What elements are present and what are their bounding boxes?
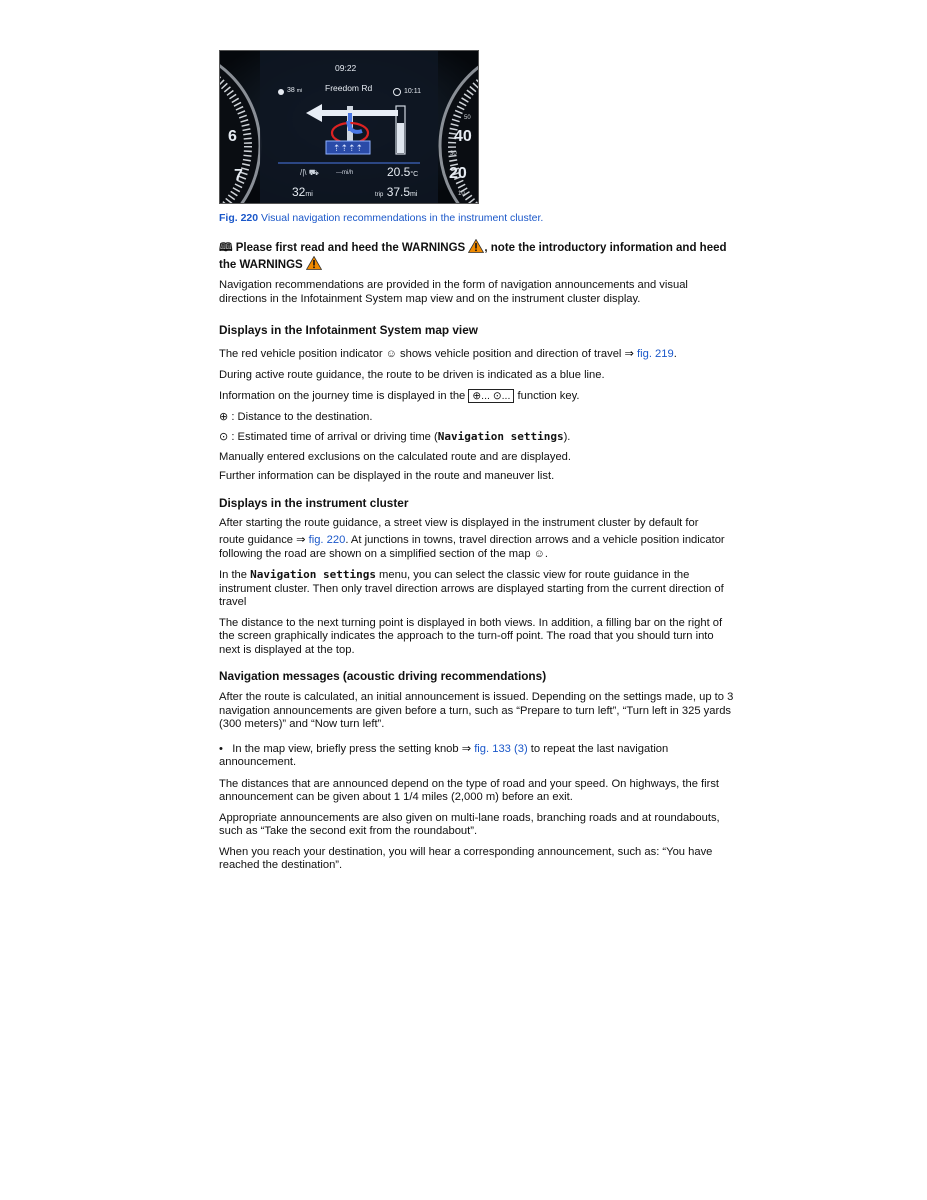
vehicle-indicator-icon: ☺ (385, 348, 397, 360)
paragraph: Information on the journey time is displayed in the ⊕... ⊙... function key. (219, 390, 580, 402)
vehicle-indicator-icon: ☺ (533, 547, 545, 560)
gauge-label-50: 50 (464, 115, 471, 121)
cluster-trip: trip 37.5mi (375, 185, 418, 199)
distance-destination-icon (278, 89, 284, 95)
destination-distance-icon: ⊕ (219, 410, 229, 423)
paragraph: ⊕ : Distance to the destination. (219, 410, 373, 423)
paragraph: When you reach your destination, you will hear a corresponding announcement, such as: “You have reached the destination”. (219, 845, 713, 871)
paragraph: The red vehicle position indicator ☺ shows vehicle position and direction of travel ⇒ fig. 219. (219, 348, 677, 360)
paragraph: Appropriate announcements are also given on multi-lane roads, branching roads and at roundabouts, such as “Take the second exit from the roundabout”. (219, 811, 720, 837)
section-heading-instrument-cluster: Displays in the instrument cluster (219, 495, 409, 510)
gauge-label-7: 7 (234, 167, 243, 184)
paragraph: Manually entered exclusions on the calculated route and are displayed. (219, 450, 572, 463)
link-fig-133[interactable]: fig. 133 (3) (474, 742, 528, 755)
lane-assist-icon: /|\ ⛟ (300, 168, 319, 177)
cluster-street: Freedom Rd (325, 83, 373, 93)
gauge-label-20: 20 (449, 165, 467, 182)
intro-paragraph: Navigation recommendations are provided in the form of navigation announcements and visual directions in the Infotainment System map view and on the instrument cluster display. (219, 279, 688, 305)
bullet-item: • In the map view, briefly press the setting knob ⇒ fig. 133 (3) to repeat the last navigation announcement. (219, 742, 669, 768)
link-fig-219[interactable]: fig. 219 (637, 348, 674, 360)
cluster-eta: 10:11 (404, 88, 421, 95)
paragraph: ⊙ : Estimated time of arrival or driving time (Navigation settings). (219, 430, 571, 443)
warning-triangle-icon (306, 256, 322, 270)
gauge-label-10: 10 (458, 191, 465, 197)
cluster-clock: 09:22 (335, 63, 357, 73)
cluster-range: 32mi (292, 185, 313, 199)
gauge-label-30: 30 (450, 151, 457, 157)
paragraph: route guidance ⇒ fig. 220. At junctions in towns, travel direction arrows and a vehicle position indicator following the road are shown on a simplified section of the map ☺. (219, 534, 725, 560)
section-heading-map-view: Displays in the Infotainment System map view (219, 323, 478, 337)
paragraph: After the route is calculated, an initial announcement is issued. Depending on the settings made, up to 3 navigation announcements are given before a turn, such as “Prepare to turn left”, “Turn left in 325 yards (300 meters)” and “Now turn left”. (219, 691, 734, 730)
paragraph: After starting the route guidance, a street view is displayed in the instrument cluster by default for (219, 516, 699, 529)
cluster-temperature: 20.5°C (387, 165, 419, 179)
paragraph: During active route guidance, the route to be driven is indicated as a blue line. (219, 368, 605, 381)
paragraph: In the Navigation settings menu, you can select the classic view for route guidance in the instrument cluster. Then only travel direction arrows are displayed starting from the current direction of travel (219, 568, 724, 608)
journey-time-function-key[interactable]: ⊕... ⊙... (468, 389, 514, 403)
cluster-distance: 38 mi (287, 87, 303, 94)
gauge-label-6: 6 (228, 128, 237, 145)
lane-guidance (326, 141, 370, 154)
link-fig-220[interactable]: fig. 220 (308, 534, 346, 546)
warning-triangle-icon (468, 239, 484, 253)
gauge-label-40: 40 (454, 128, 472, 145)
section-heading-navigation-messages: Navigation messages (acoustic driving recommendations) (219, 669, 547, 683)
manual-page (219, 50, 735, 873)
paragraph: Further information can be displayed in the route and maneuver list. (219, 470, 555, 482)
cluster-display (220, 51, 478, 203)
figure-caption: Fig. 220 Visual navigation recommendations in the instrument cluster. (219, 212, 544, 224)
bullet-icon: • (219, 742, 233, 755)
paragraph: The distance to the next turning point is displayed in both views. In addition, a filling bar on the right of the screen graphically indicates the approach to the turn-off point. The road that you should turn into next is displayed at the top. (219, 616, 723, 656)
book-icon: 🕮 (219, 242, 233, 254)
instrument-cluster-figure (219, 50, 479, 204)
svg-text:⇡⇡⇡⇡: ⇡⇡⇡⇡ (332, 144, 364, 154)
cluster-speed: ---mi/h (336, 170, 354, 176)
warning-note: 🕮 Please first read and heed the WARNINGS , note the introductory information and heed the WARNINGS (219, 239, 735, 273)
clock-icon: ⊙ (219, 431, 229, 443)
paragraph: The distances that are announced depend on the type of road and your speed. On highways, the first announcement can be given about 1 1/4 miles (2,000 m) before an exit. (219, 777, 720, 803)
